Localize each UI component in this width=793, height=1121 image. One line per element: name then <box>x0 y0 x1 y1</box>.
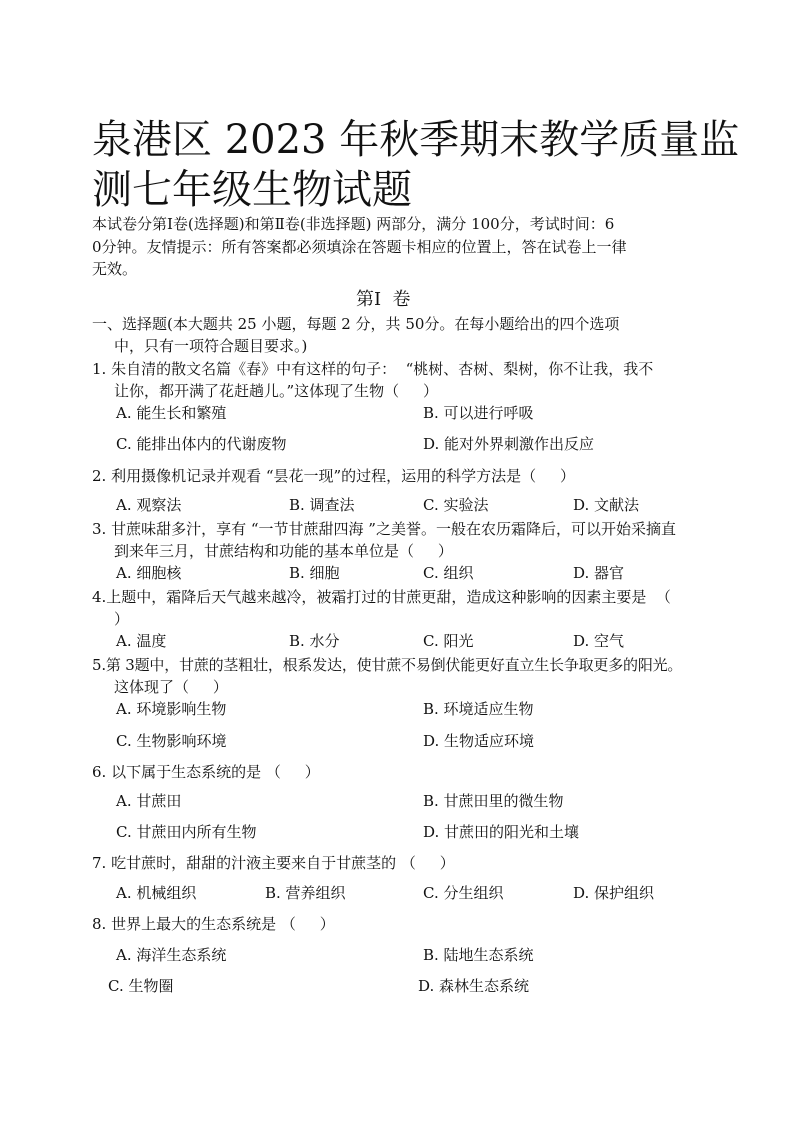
question-stem: ） <box>114 610 130 628</box>
option-a: A. 观察法 <box>116 496 182 514</box>
option-b: B. 甘蔗田里的微生物 <box>423 792 564 810</box>
option-d: D. 器官 <box>573 564 625 582</box>
option-d: D. 森林生态系统 <box>418 977 530 995</box>
option-a: A. 机械组织 <box>116 884 197 902</box>
option-b: B. 营养组织 <box>265 884 346 902</box>
question-stem: 3. 甘蔗味甜多汁，享有 “一节甘蔗甜四海 ”之美誉。一般在农历霜降后，可以开始采摘直 <box>92 520 676 538</box>
option-c: C. 生物影响环境 <box>116 732 227 750</box>
question-stem: 到来年三月，甘蔗结构和功能的基本单位是（ ） <box>114 542 453 560</box>
option-c: C. 实验法 <box>423 496 489 514</box>
option-c: C. 生物圈 <box>108 977 174 995</box>
question-stem: 1. 朱自清的散文名篇《春》中有这样的句子： “桃树、杏树、梨树，你不让我，我不 <box>92 360 654 378</box>
option-a: A. 能生长和繁殖 <box>116 404 227 422</box>
intro-line2: 0分钟。友情提示：所有答案都必须填涂在答题卡相应的位置上，答在试卷上一律 <box>92 238 627 256</box>
option-b: B. 可以进行呼吸 <box>423 404 534 422</box>
option-c: C. 分生组织 <box>423 884 504 902</box>
question-stem: 这体现了（ ） <box>114 678 228 696</box>
option-b: B. 环境适应生物 <box>423 700 534 718</box>
option-a: A. 温度 <box>116 632 167 650</box>
option-a: A. 海洋生态系统 <box>116 946 227 964</box>
option-d: D. 甘蔗田的阳光和土壤 <box>423 823 580 841</box>
intro-line3: 无效。 <box>92 260 138 278</box>
option-b: B. 细胞 <box>289 564 340 582</box>
question-stem: 4.上题中，霜降后天气越来越冷，被霜打过的甘蔗更甜，造成这种影响的因素主要是 （ <box>92 588 671 606</box>
option-d: D. 文献法 <box>573 496 640 514</box>
question-stem: 2. 利用摄像机记录并观看 “昙花一现”的过程，运用的科学方法是（ ） <box>92 467 576 485</box>
option-d: D. 生物适应环境 <box>423 732 535 750</box>
exam-title-line2: 测七年级生物试题 <box>92 167 412 213</box>
option-d: D. 能对外界刺激作出反应 <box>423 435 595 453</box>
option-c: C. 甘蔗田内所有生物 <box>116 823 257 841</box>
exam-title-line1: 泉港区 2023 年秋季期末教学质量监 <box>92 117 740 163</box>
question-stem: 7. 吃甘蔗时，甜甜的汁液主要来自于甘蔗茎的 （ ） <box>92 854 455 872</box>
question-stem: 6. 以下属于生态系统的是 （ ） <box>92 763 320 781</box>
section-title: 第Ⅰ 卷 <box>356 289 411 310</box>
option-d: D. 保护组织 <box>573 884 655 902</box>
part1-line2: 中，只有一项符合题目要求。) <box>114 337 308 355</box>
option-d: D. 空气 <box>573 632 625 650</box>
part1-line1: 一、选择题(本大题共 25 小题，每题 2 分，共 50分。在每小题给出的四个选项 <box>92 315 620 333</box>
option-b: B. 陆地生态系统 <box>423 946 534 964</box>
question-stem: 5.第 3题中，甘蔗的茎粗壮，根系发达，使甘蔗不易倒伏能更好直立生长争取更多的阳光。 <box>92 656 683 674</box>
option-c: C. 阳光 <box>423 632 474 650</box>
question-stem: 8. 世界上最大的生态系统是 （ ） <box>92 915 335 933</box>
option-a: A. 细胞核 <box>116 564 182 582</box>
option-a: A. 甘蔗田 <box>116 792 182 810</box>
question-stem: 让你，都开满了花赶趟儿。”这体现了生物（ ） <box>114 382 439 400</box>
option-a: A. 环境影响生物 <box>116 700 227 718</box>
option-b: B. 调查法 <box>289 496 355 514</box>
option-b: B. 水分 <box>289 632 340 650</box>
option-c: C. 组织 <box>423 564 474 582</box>
option-c: C. 能排出体内的代谢废物 <box>116 435 287 453</box>
intro-line1: 本试卷分第Ⅰ卷(选择题)和第Ⅱ卷(非选择题) 两部分，满分 100分，考试时间：6 <box>92 215 615 233</box>
